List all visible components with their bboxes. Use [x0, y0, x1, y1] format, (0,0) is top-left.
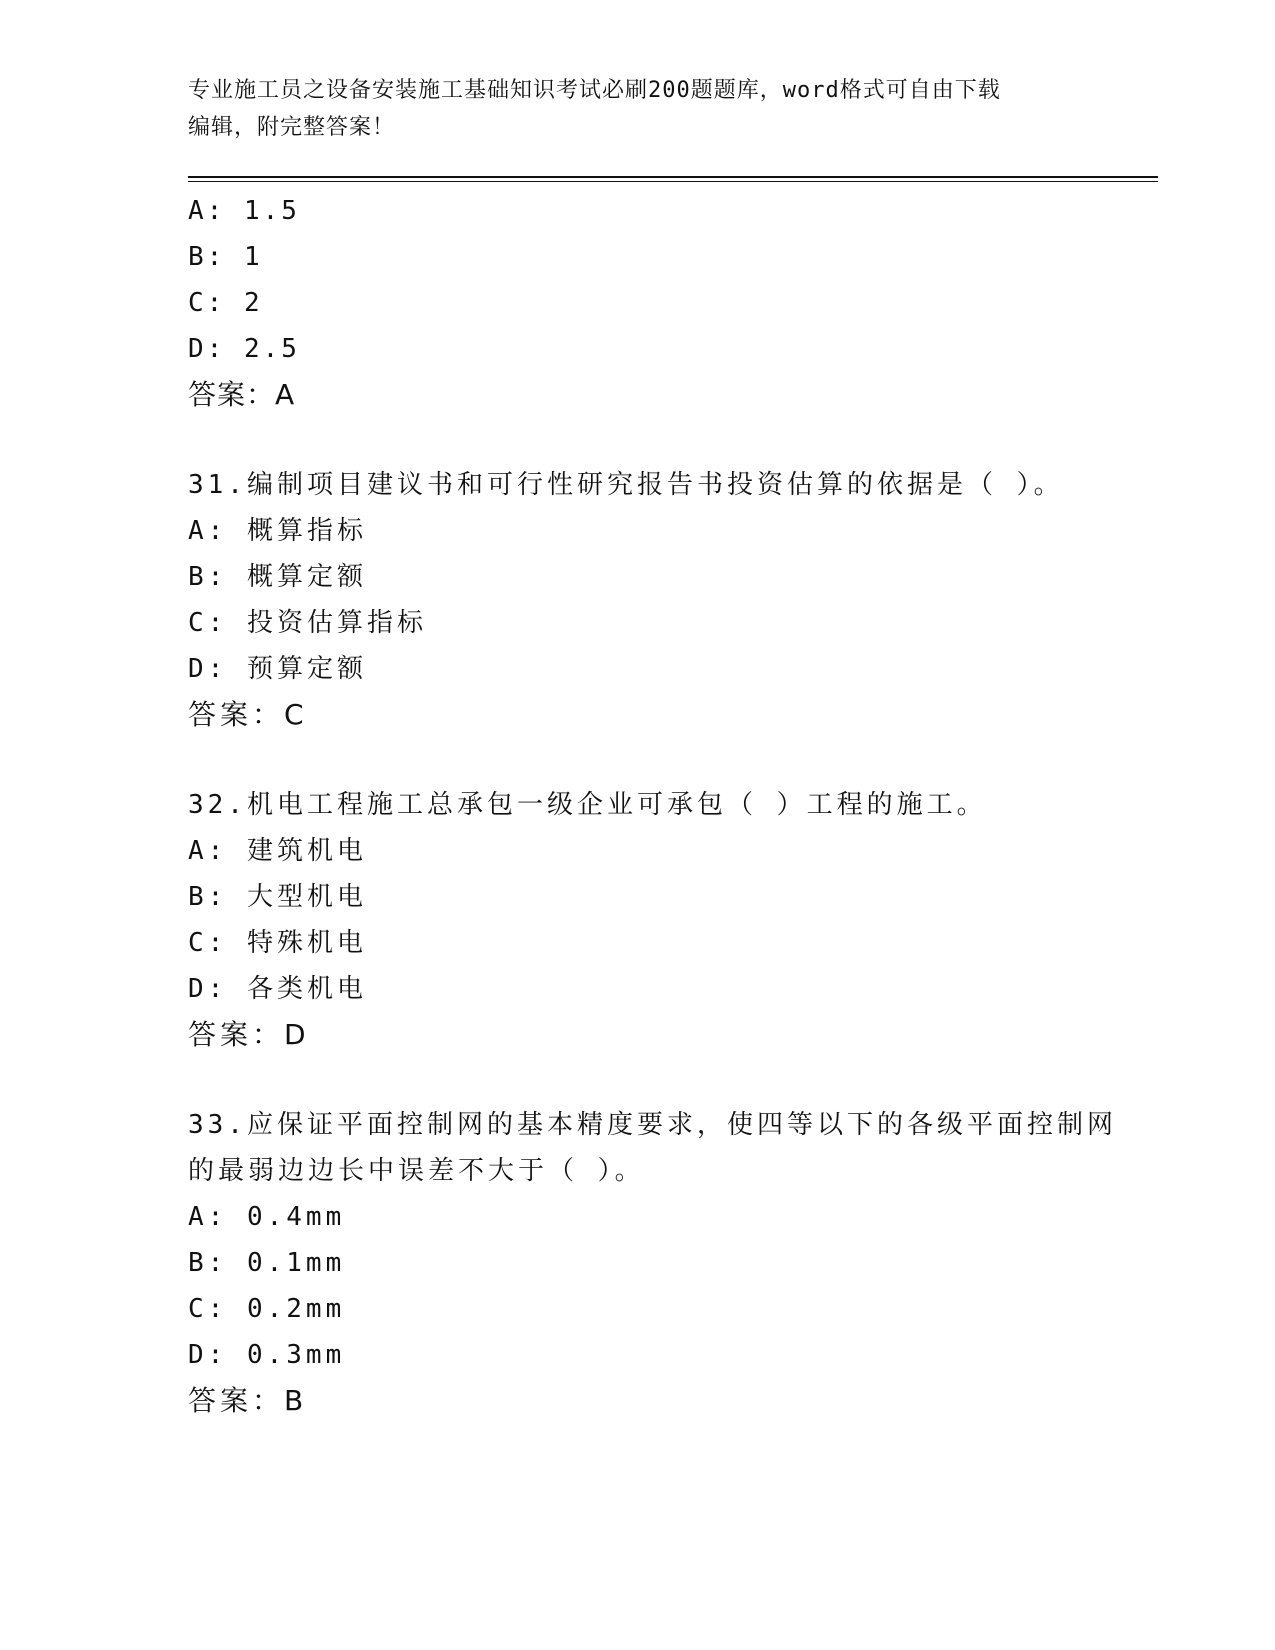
option-d: D: 2.5	[188, 334, 300, 364]
option-a: A: 建筑机电	[188, 836, 367, 866]
question-stem: 32.机电工程施工总承包一级企业可承包（ ）工程的施工。	[188, 790, 987, 820]
question-31	[188, 462, 1158, 738]
option-d: D: 预算定额	[188, 654, 367, 684]
option-a: A: 概算指标	[188, 516, 367, 546]
option-c: C: 投资估算指标	[188, 608, 427, 638]
option-d: D: 各类机电	[188, 974, 367, 1004]
option-b: B: 大型机电	[188, 882, 367, 912]
option-c: C: 0.2mm	[188, 1294, 346, 1324]
question-stem-line-1: 33.应保证平面控制网的基本精度要求，使四等以下的各级平面控制网	[188, 1110, 1117, 1140]
header-divider	[188, 176, 1158, 182]
option-c: C: 特殊机电	[188, 928, 367, 958]
answer: 答案：B	[188, 1384, 308, 1417]
partial-question-30	[188, 188, 1158, 418]
question-33	[188, 1102, 1158, 1424]
header-line-2: 编辑，附完整答案！	[188, 115, 396, 140]
answer: 答案：A	[188, 378, 296, 411]
option-b: B: 0.1mm	[188, 1248, 346, 1278]
question-list	[188, 188, 1158, 1424]
answer: 答案：C	[188, 698, 308, 731]
option-b: B: 1	[188, 242, 263, 272]
option-c: C: 2	[188, 288, 263, 318]
option-d: D: 0.3mm	[188, 1340, 346, 1370]
answer: 答案：D	[188, 1018, 310, 1051]
question-32	[188, 782, 1158, 1058]
question-stem-line-2: 的最弱边边长中误差不大于（ ）。	[188, 1156, 645, 1186]
option-a: A: 1.5	[188, 196, 300, 226]
document-header	[188, 72, 1088, 146]
option-a: A: 0.4mm	[188, 1202, 346, 1232]
header-line-1: 专业施工员之设备安装施工基础知识考试必刷200题题库，word格式可自由下载	[188, 78, 1001, 103]
question-stem: 31.编制项目建议书和可行性研究报告书投资估算的依据是（ ）。	[188, 470, 1064, 500]
option-b: B: 概算定额	[188, 562, 367, 592]
document-page	[188, 0, 1158, 1650]
